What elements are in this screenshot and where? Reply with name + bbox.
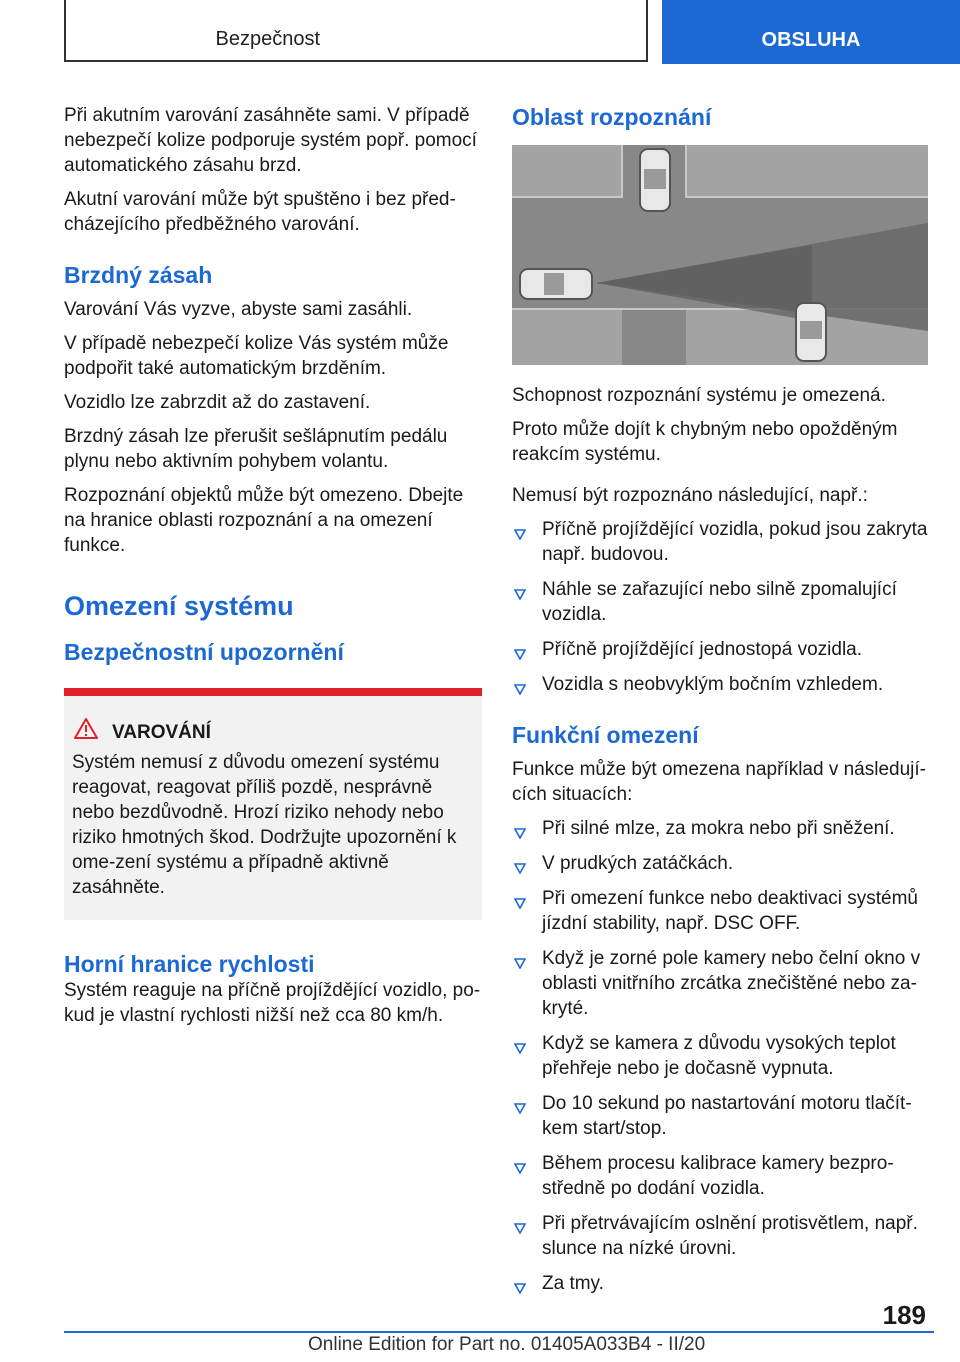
footer-edition: Online Edition for Part no. 01405A033B4 - II/20 [308, 1334, 706, 1355]
list-item-text: Když je zorné pole kamery nebo čelní okno v oblasti vnitřního zrcátka znečištěné nebo za-kryté. [542, 948, 921, 1019]
triangle-bullet-icon [514, 642, 526, 667]
warning-body: Systém nemusí z důvodu omezení systému reagovat, reagovat příliš pozdě, nesprávně nebo bezdůvodně. Hrozí riziko nehody nebo riziko hmotných škod. Dodržujte upozornění k ome-zení systému a případně aktivně zasáhněte. [72, 752, 457, 898]
triangle-bullet-icon [514, 951, 526, 976]
triangle-bullet-icon [514, 1276, 526, 1301]
list-item [512, 637, 932, 662]
list-item [512, 672, 932, 697]
list-item-text: Příčně projíždějící vozidla, pokud jsou zakryta např. budovou. [542, 519, 928, 565]
triangle-bullet-icon [514, 1036, 526, 1061]
functional-intro: Funkce může být omezena například v následují-cích situacích: [512, 759, 926, 805]
list-item [512, 1031, 932, 1081]
list-item-text: Při omezení funkce nebo deaktivaci systémů jízdní stability, např. DSC OFF. [542, 888, 918, 934]
list-item [512, 517, 932, 567]
list-item [512, 851, 932, 876]
list-item-text: Při přetrvávajícím oslnění protisvětlem, např. slunce na nízké úrovni. [542, 1213, 918, 1259]
list-item [512, 816, 932, 841]
speed-text: Systém reaguje na příčně projíždějící vozidlo, po-kud je vlastní rychlosti nižší než cca 80 km/h. [64, 980, 481, 1026]
triangle-bullet-icon [514, 522, 526, 547]
functional-heading: Funkční omezení [512, 722, 699, 748]
page-number: 189 [882, 1300, 926, 1330]
footer-divider [64, 1331, 934, 1333]
limits-heading: Omezení systému [64, 591, 294, 621]
list-item-text: Do 10 sekund po nastartování motoru tlačít-kem start/stop. [542, 1093, 912, 1139]
list-item-text: Když se kamera z důvodu vysokých teplot přehřeje nebo je dočasně vypnuta. [542, 1033, 896, 1079]
triangle-bullet-icon [514, 891, 526, 916]
list-item-text: Při silné mlze, za mokra nebo při sněžení. [542, 818, 895, 839]
triangle-bullet-icon [514, 821, 526, 846]
detection-paragraph: Schopnost rozpoznání systému je omezená. [512, 385, 886, 406]
brake-paragraph: Brzdný zásah lze přerušit sešlápnutím pedálu plynu nebo aktivním pohybem volantu. [64, 426, 448, 472]
list-item [512, 577, 932, 627]
intro-paragraph-2: Akutní varování může být spuštěno i bez před-cházejícího předběžného varování. [64, 189, 456, 235]
list-item-text: Náhle se zařazující nebo silně zpomalující vozidla. [542, 579, 897, 625]
list-item-text: V prudkých zatáčkách. [542, 853, 734, 874]
triangle-bullet-icon [514, 1156, 526, 1181]
list-item [512, 1151, 932, 1201]
right-column [512, 103, 932, 1306]
list-item-text: Během procesu kalibrace kamery bezpro-středně po dodání vozidla. [542, 1153, 894, 1199]
intro-paragraph-1: Při akutním varování zasáhněte sami. V případě nebezpečí kolize podporuje systém popř. pomocí automatického zásahu brzd. [64, 105, 477, 176]
speed-heading: Horní hranice rychlosti [64, 951, 315, 977]
brake-paragraph: V případě nebezpečí kolize Vás systém může podpořit také automatickým brzděním. [64, 333, 449, 379]
brake-paragraph: Vozidlo lze zabrzdit až do zastavení. [64, 392, 371, 413]
brake-paragraph: Rozpoznání objektů může být omezeno. Dbejte na hranice oblasti rozpoznání a na omezení funkce. [64, 485, 464, 556]
list-item [512, 1091, 932, 1141]
list-item-text: Vozidla s neobvyklým bočním vzhledem. [542, 674, 884, 695]
triangle-bullet-icon [514, 582, 526, 607]
functional-list [512, 816, 932, 1296]
header-frame [64, 0, 648, 62]
not-detected-list [512, 517, 932, 697]
list-item [512, 946, 932, 1021]
detection-heading: Oblast rozpoznání [512, 104, 712, 130]
section-title: Bezpečnost [215, 28, 320, 50]
brake-heading: Brzdný zásah [64, 262, 213, 288]
warning-box [64, 688, 482, 920]
list-item-text: Za tmy. [542, 1273, 604, 1294]
list-item [512, 886, 932, 936]
chapter-tab: OBSLUHA [662, 0, 960, 64]
list-item-text: Příčně projíždějící jednostopá vozidla. [542, 639, 863, 660]
triangle-bullet-icon [514, 1216, 526, 1241]
triangle-bullet-icon [514, 677, 526, 702]
triangle-bullet-icon [514, 1096, 526, 1121]
left-column [64, 103, 482, 1037]
brake-paragraph: Varování Vás vyzve, abyste sami zasáhli. [64, 299, 413, 320]
detection-area-illustration [512, 145, 928, 365]
safety-heading: Bezpečnostní upozornění [64, 639, 344, 665]
not-detected-intro: Nemusí být rozpoznáno následující, např.: [512, 485, 868, 506]
triangle-bullet-icon [514, 856, 526, 881]
list-item [512, 1211, 932, 1261]
warning-triangle-icon [74, 718, 98, 746]
warning-title-row [72, 718, 474, 746]
warning-title: VAROVÁNÍ [112, 721, 211, 743]
list-item [512, 1271, 932, 1296]
detection-paragraph: Proto může dojít k chybným nebo opožděným reakcím systému. [512, 419, 898, 465]
